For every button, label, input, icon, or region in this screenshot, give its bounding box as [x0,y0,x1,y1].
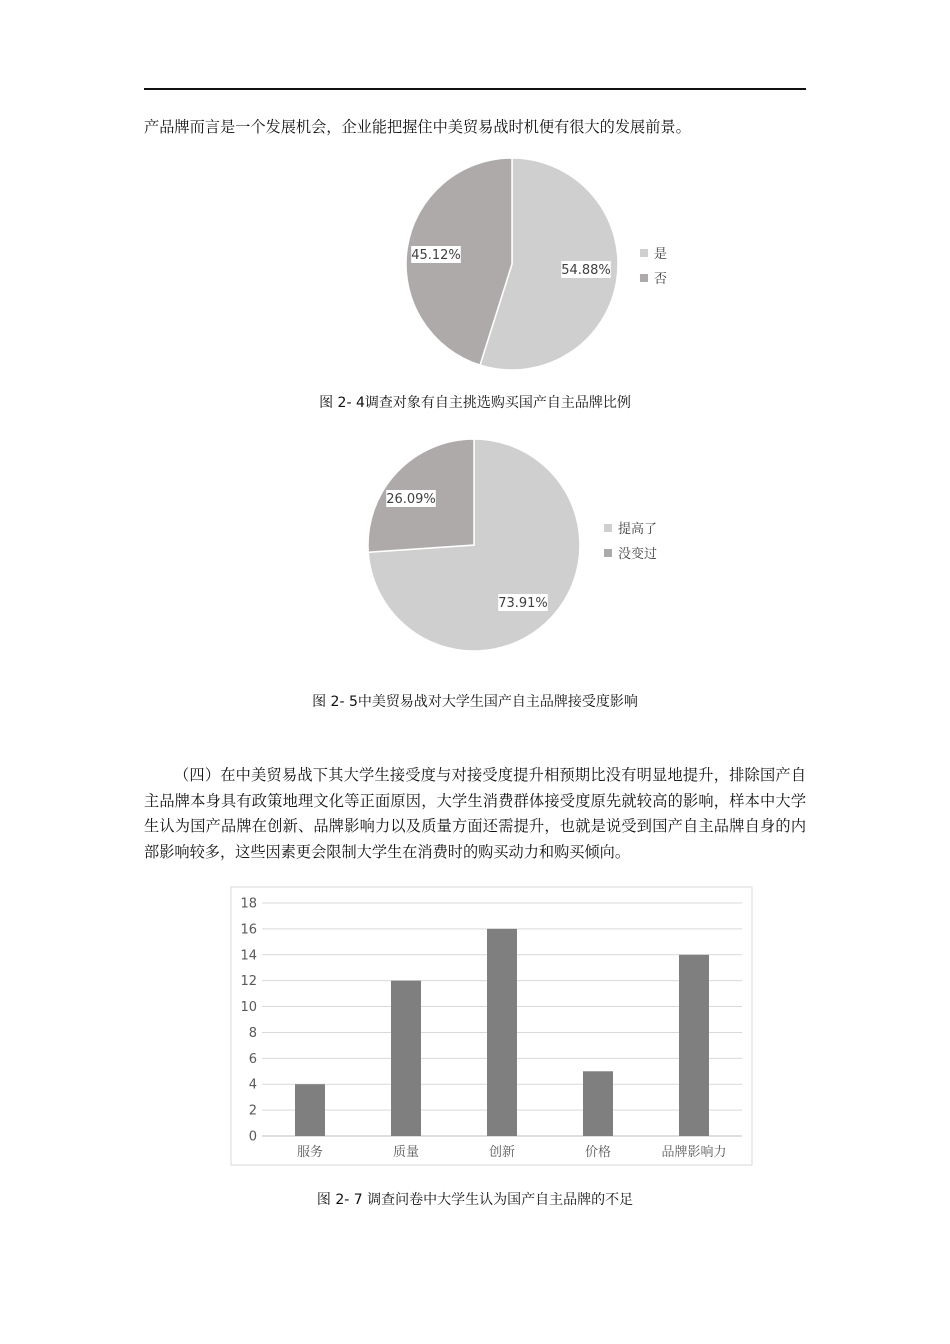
bar-0 [295,1084,325,1136]
x-tick-label-4: 品牌影响力 [661,1145,727,1160]
y-tick-label-0: 0 [248,1129,257,1145]
pie-data-label-2-0: 73.91% [498,596,548,611]
y-tick-label-2: 2 [248,1103,257,1119]
bar-3 [583,1071,613,1136]
bar-2 [487,929,517,1136]
pie-data-label-1-0: 54.88% [561,263,611,278]
x-tick-label-3: 价格 [584,1145,612,1160]
x-tick-label-2: 创新 [488,1145,516,1160]
y-tick-label-4: 4 [248,1077,257,1093]
legend-label-2-0: 提高了 [618,522,658,537]
y-tick-label-16: 16 [240,922,257,938]
y-tick-label-12: 12 [240,974,257,990]
y-tick-label-14: 14 [240,948,257,964]
caption-fig-2-7: 图 2- 7 调查问卷中大学生认为国产自主品牌的不足 [316,1192,634,1208]
paragraph-intro: 产品牌而言是一个发展机会，企业能把握住中美贸易战时机便有很大的发展前景。 [144,118,691,136]
y-tick-label-8: 8 [248,1025,257,1041]
bar-4 [679,955,709,1136]
pie-data-label-1-1: 45.12% [411,248,461,263]
y-tick-label-18: 18 [240,896,257,912]
x-tick-label-1: 质量 [392,1145,420,1160]
y-tick-label-10: 10 [240,1000,257,1016]
legend-label-2-1: 没变过 [618,547,658,562]
pie-data-label-2-1: 26.09% [386,492,436,507]
legend-label-1-0: 是 [654,247,668,262]
caption-fig-2-5: 图 2- 5中美贸易战对大学生国产自主品牌接受度影响 [312,694,638,710]
paragraph-section-four: （四）在中美贸易战下其大学生接受度与对接受度提升相预期比没有明显地提升，排除国产自主品牌本身具有政策地理文化等正面原因，大学生消费群体接受度原先就较高的影响，样本中大学生认为国产品牌在创新、品牌影响力以及质量方面还需提升，也就是说受到国产自主品牌自身的内部影响较多，这些因素更会限制大学生在消费时的购买动力和购买倾向。 [144,766,806,861]
caption-fig-2-4: 图 2- 4调查对象有自主挑选购买国产自主品牌比例 [319,395,631,411]
legend-label-1-1: 否 [654,272,668,287]
bar-1 [391,981,421,1136]
x-tick-label-0: 服务 [296,1145,324,1160]
y-tick-label-6: 6 [248,1051,257,1067]
